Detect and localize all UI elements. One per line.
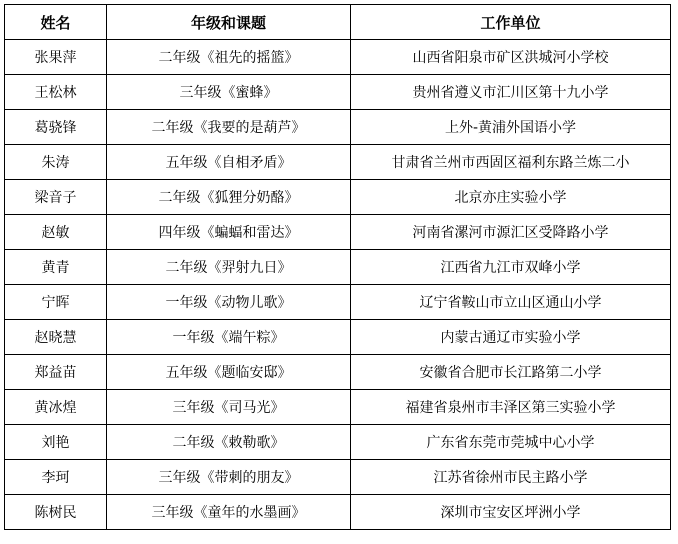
table-row (5, 145, 671, 180)
cell-name: 黄青 (5, 250, 107, 285)
cell-name: 张果萍 (5, 40, 107, 75)
cell-grade-topic: 四年级《蝙蝠和雷达》 (107, 215, 351, 250)
cell-school: 贵州省遵义市汇川区第十九小学 (351, 75, 671, 110)
cell-school: 江西省九江市双峰小学 (351, 250, 671, 285)
cell-name: 李珂 (5, 460, 107, 495)
cell-name: 王松林 (5, 75, 107, 110)
cell-school: 内蒙古通辽市实验小学 (351, 320, 671, 355)
table-row (5, 460, 671, 495)
cell-name: 宁晖 (5, 285, 107, 320)
cell-school: 河南省漯河市源汇区受降路小学 (351, 215, 671, 250)
cell-grade-topic: 五年级《题临安邸》 (107, 355, 351, 390)
cell-school: 甘肃省兰州市西固区福利东路兰炼二小 (351, 145, 671, 180)
cell-name: 陈树民 (5, 495, 107, 530)
cell-grade-topic: 一年级《端午粽》 (107, 320, 351, 355)
cell-school: 广东省东莞市莞城中心小学 (351, 425, 671, 460)
cell-grade-topic: 三年级《童年的水墨画》 (107, 495, 351, 530)
cell-grade-topic: 三年级《司马光》 (107, 390, 351, 425)
cell-school: 安徽省合肥市长江路第二小学 (351, 355, 671, 390)
table-row (5, 425, 671, 460)
table-row (5, 250, 671, 285)
cell-school: 深圳市宝安区坪洲小学 (351, 495, 671, 530)
header-school: 工作单位 (351, 5, 671, 40)
cell-name: 赵晓慧 (5, 320, 107, 355)
cell-school: 山西省阳泉市矿区洪城河小学校 (351, 40, 671, 75)
cell-name: 赵敏 (5, 215, 107, 250)
cell-grade-topic: 三年级《带刺的朋友》 (107, 460, 351, 495)
cell-school: 福建省泉州市丰泽区第三实验小学 (351, 390, 671, 425)
table-row (5, 355, 671, 390)
cell-grade-topic: 五年级《自相矛盾》 (107, 145, 351, 180)
cell-school: 江苏省徐州市民主路小学 (351, 460, 671, 495)
cell-name: 朱涛 (5, 145, 107, 180)
header-name: 姓名 (5, 5, 107, 40)
cell-name: 郑益苗 (5, 355, 107, 390)
cell-name: 梁音子 (5, 180, 107, 215)
cell-grade-topic: 三年级《蜜蜂》 (107, 75, 351, 110)
table-row (5, 215, 671, 250)
cell-name: 黄冰煌 (5, 390, 107, 425)
cell-grade-topic: 二年级《我要的是葫芦》 (107, 110, 351, 145)
cell-name: 刘艳 (5, 425, 107, 460)
teacher-table (4, 4, 671, 530)
cell-school: 北京亦庄实验小学 (351, 180, 671, 215)
table-row (5, 40, 671, 75)
cell-grade-topic: 二年级《狐狸分奶酪》 (107, 180, 351, 215)
table-header-row (5, 5, 671, 40)
header-grade-topic: 年级和课题 (107, 5, 351, 40)
table-row (5, 75, 671, 110)
cell-grade-topic: 二年级《敕勒歌》 (107, 425, 351, 460)
table-row (5, 320, 671, 355)
teacher-table-container (4, 4, 671, 530)
cell-school: 辽宁省鞍山市立山区通山小学 (351, 285, 671, 320)
cell-name: 葛骁锋 (5, 110, 107, 145)
cell-grade-topic: 二年级《羿射九日》 (107, 250, 351, 285)
table-row (5, 390, 671, 425)
cell-school: 上外-黄浦外国语小学 (351, 110, 671, 145)
table-row (5, 180, 671, 215)
table-row (5, 110, 671, 145)
table-row (5, 495, 671, 530)
cell-grade-topic: 二年级《祖先的摇篮》 (107, 40, 351, 75)
cell-grade-topic: 一年级《动物儿歌》 (107, 285, 351, 320)
table-row (5, 285, 671, 320)
